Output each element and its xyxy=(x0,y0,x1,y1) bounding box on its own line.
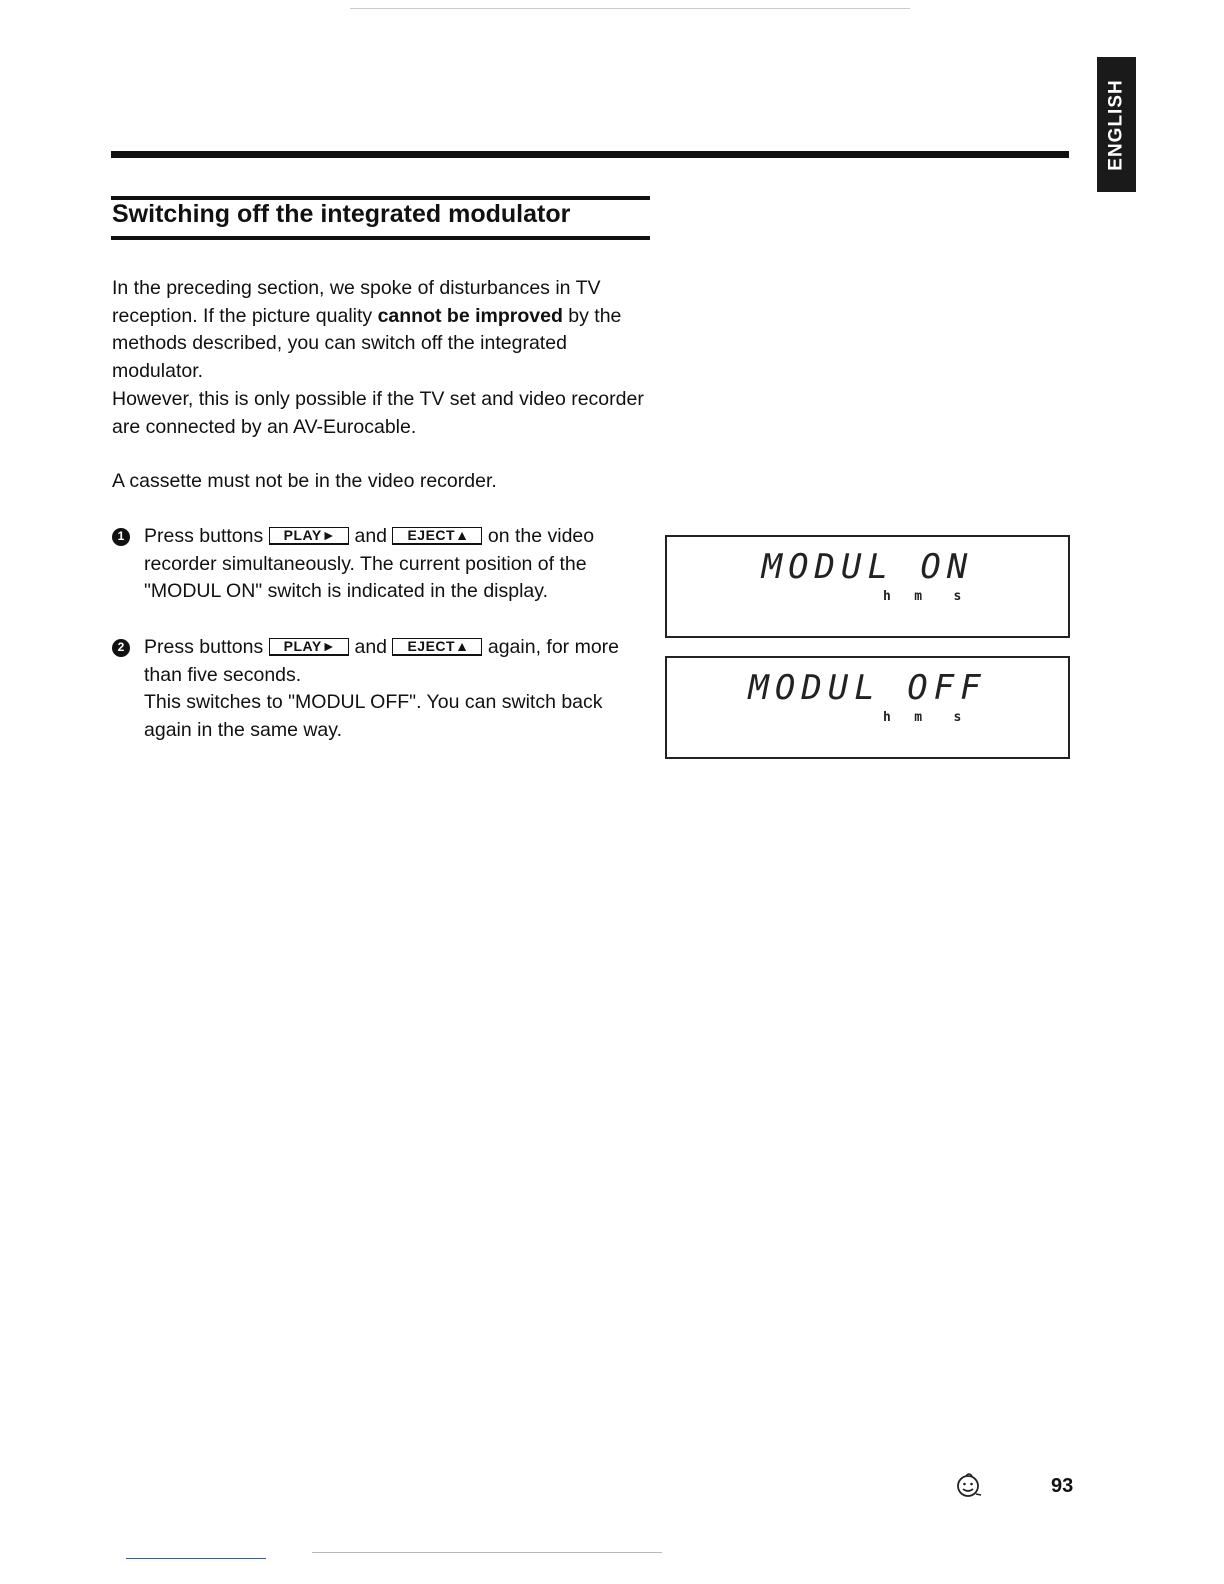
intro-text-bold: cannot be improved xyxy=(377,304,563,327)
step-2-mid: and xyxy=(349,636,393,658)
smiley-face-icon xyxy=(954,1470,984,1500)
scan-artifact-bottom-link xyxy=(126,1558,266,1559)
step-1-text xyxy=(144,523,644,606)
language-tab-label: ENGLISH xyxy=(1105,78,1127,171)
step-2-icon: 2 xyxy=(112,639,130,657)
step-1-after: on the video recorder simultaneously. The current position of the "MODUL ON" switch is indicated in the display. xyxy=(144,525,595,603)
requirement-paragraph: However, this is only possible if the TV set and video recorder are connected by an AV-Eurocable. xyxy=(112,388,644,438)
step-1-mid: and xyxy=(349,525,393,547)
step-2-text xyxy=(144,634,644,745)
intro-paragraph xyxy=(112,275,657,386)
play-key: PLAY► xyxy=(269,527,349,545)
cassette-note: A cassette must not be in the video recorder. xyxy=(112,470,497,492)
eject-key: EJECT▲ xyxy=(392,527,482,545)
step-2-line2: This switches to "MODUL OFF". You can switch back again in the same way. xyxy=(144,691,603,742)
display-modul-on xyxy=(665,535,1070,638)
scan-artifact-bottom xyxy=(312,1552,662,1553)
display-units: h m s xyxy=(883,589,962,604)
display-text: MODUL ON xyxy=(761,547,974,587)
step-2-before: Press buttons xyxy=(144,636,269,658)
section-title: Switching off the integrated modulator xyxy=(112,200,571,228)
intro-text-a: In the preceding section, we spoke of disturbances in TV reception. If the picture quality xyxy=(112,277,601,327)
page-number: 93 xyxy=(1051,1475,1074,1497)
step-2-after: again, for more than five seconds. xyxy=(144,636,620,686)
scan-artifact-top xyxy=(350,8,910,9)
eject-key: EJECT▲ xyxy=(392,638,482,656)
language-tab xyxy=(1097,57,1136,192)
intro-text-b: by the methods described, you can switch off the integrated modulator. xyxy=(112,304,622,383)
step-1-icon: 1 xyxy=(112,528,130,546)
display-modul-off xyxy=(665,656,1070,759)
play-key: PLAY► xyxy=(269,638,349,656)
title-rule-bottom xyxy=(111,236,650,240)
display-units: h m s xyxy=(883,710,962,725)
display-text: MODUL OFF xyxy=(748,668,987,708)
step-1-before: Press buttons xyxy=(144,525,269,547)
header-rule xyxy=(111,151,1069,158)
